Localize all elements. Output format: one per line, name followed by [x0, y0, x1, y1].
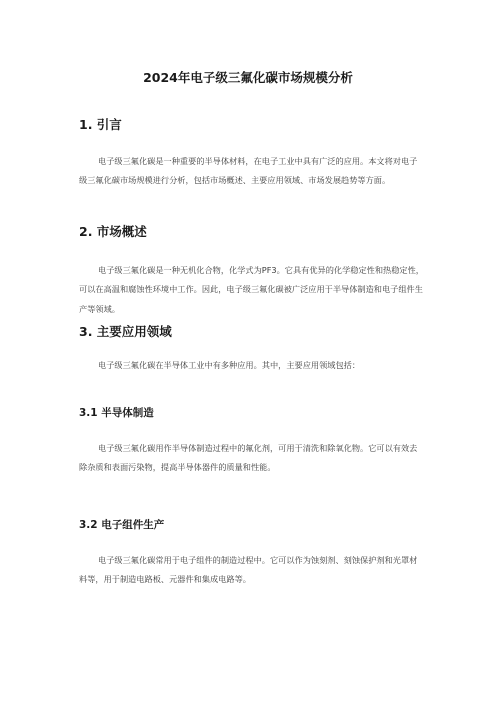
subsection-heading-semiconductor-manufacturing: 3.1 半导体制造 [79, 407, 154, 419]
section-heading-introduction: 1. 引言 [79, 117, 122, 132]
section-paragraph-market-overview: 电子级三氟化碳是一种无机化合物，化学式为PF3。它具有优异的化学稳定性和热稳定性，可以在高温和腐蚀性环境中工作。因此，电子级三氟化碳被广泛应用于半导体制造和电子组件生产等领域。 [79, 265, 424, 314]
section-paragraph-applications: 电子级三氟化碳在半导体工业中有多种应用。其中，主要应用领域包括： [98, 360, 361, 370]
subsection-heading-electronic-components: 3.2 电子组件生产 [79, 519, 165, 531]
section-heading-applications: 3. 主要应用领域 [79, 324, 172, 339]
subsection-paragraph-electronic-components: 电子级三氟化碳常用于电子组件的制造过程中。它可以作为蚀刻剂、刻蚀保护剂和光罩材料等，用于制造电路板、元器件和集成电路等。 [79, 555, 418, 585]
document-title: 2024年电子级三氟化碳市场规模分析 [143, 70, 353, 85]
section-heading-market-overview: 2. 市场概述 [79, 224, 147, 239]
subsection-paragraph-semiconductor-manufacturing: 电子级三氟化碳用作半导体制造过程中的氟化剂，可用于清洗和除氧化物。它可以有效去除杂质和表面污染物，提高半导体器件的质量和性能。 [79, 443, 418, 473]
section-paragraph-introduction: 电子级三氟化碳是一种重要的半导体材料，在电子工业中具有广泛的应用。本文将对电子级三氟化碳市场规模进行分析，包括市场概述、主要应用领域、市场发展趋势等方面。 [79, 156, 418, 186]
